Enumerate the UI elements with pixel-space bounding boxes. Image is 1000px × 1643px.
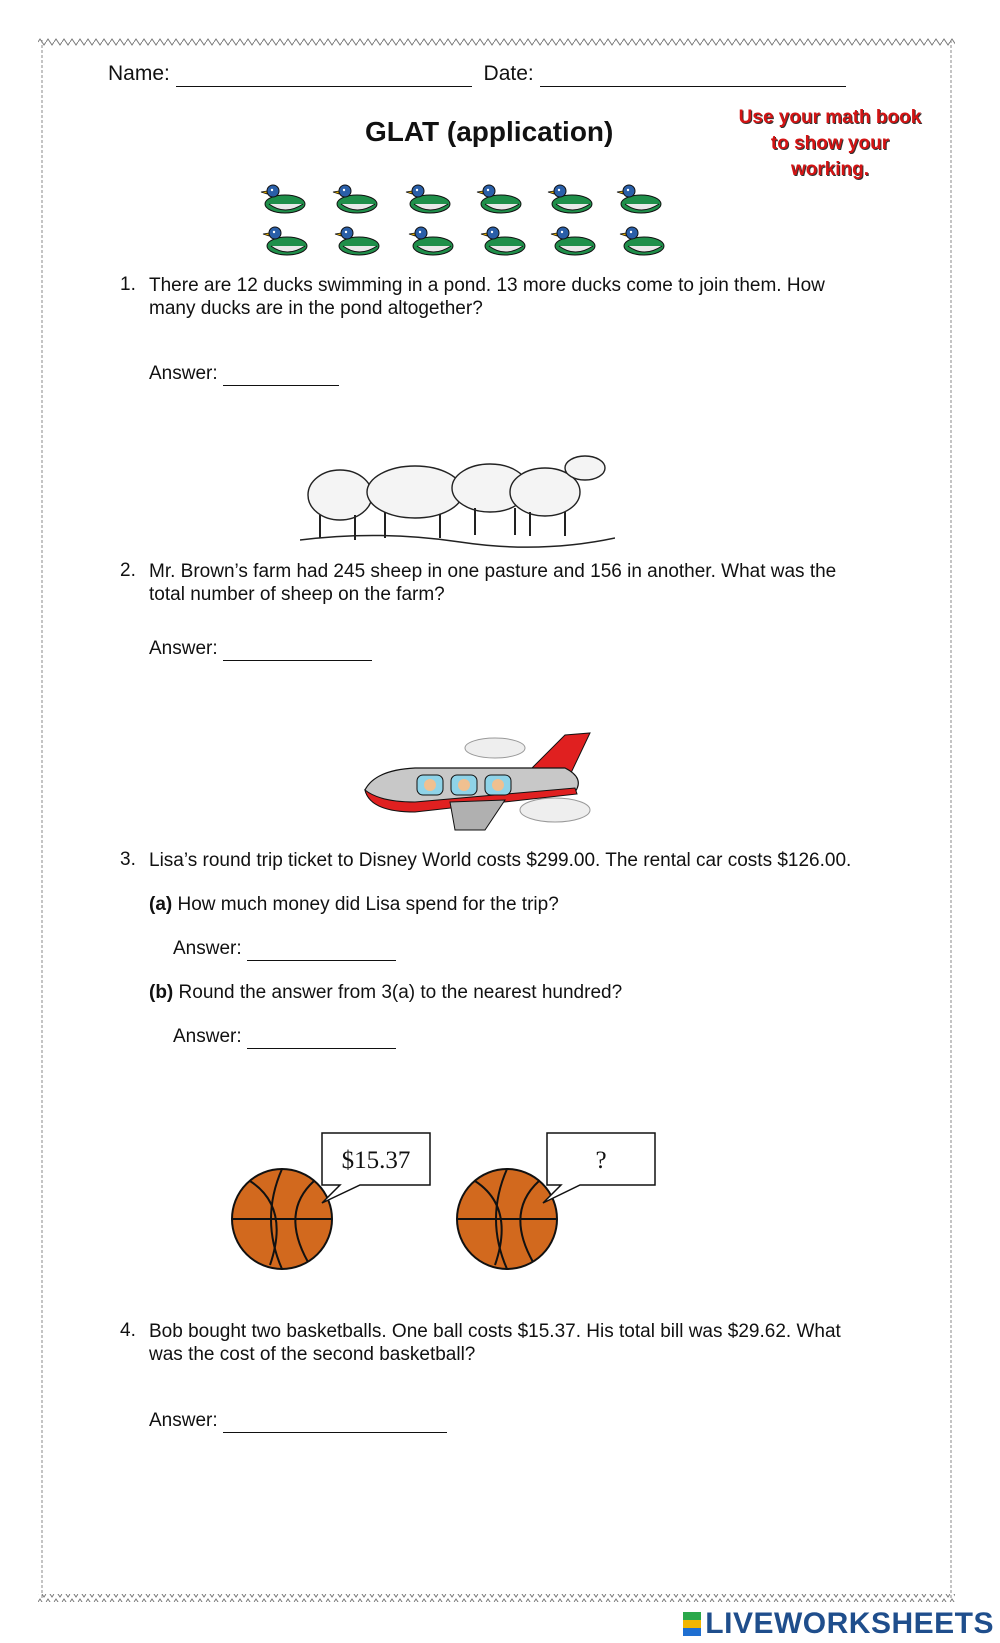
sheep-icon — [367, 466, 463, 518]
duck-icon — [548, 185, 592, 213]
duck-icon — [551, 227, 595, 255]
name-label: Name: — [108, 62, 170, 85]
question-3a-row — [149, 893, 559, 916]
price-bubble-2: ? — [595, 1147, 607, 1174]
duck-icon — [477, 185, 521, 213]
question-4-answer-input[interactable] — [223, 1410, 447, 1433]
question-1-number: 1. — [120, 274, 136, 295]
duck-icon — [406, 185, 450, 213]
question-1-line-1: There are 12 ducks swimming in a pond. 13 more ducks come to join them. How — [149, 275, 825, 296]
question-3b-answer-input[interactable] — [247, 1026, 396, 1049]
question-3a-answer-row — [173, 937, 396, 961]
question-3a-answer-input[interactable] — [247, 938, 396, 961]
part-a-text: How much money did Lisa spend for the trip? — [177, 894, 559, 915]
question-4-line-2: was the cost of the second basketball? — [149, 1344, 476, 1365]
answer-label: Answer: — [173, 1026, 242, 1047]
answer-label: Answer: — [149, 363, 218, 384]
date-input[interactable] — [540, 64, 846, 87]
logo-text: LIVEWORKSHEETS — [705, 1607, 994, 1640]
duck-icon — [620, 227, 664, 255]
duck-icon — [481, 227, 525, 255]
duck-icon — [335, 227, 379, 255]
question-1-line-2: many ducks are in the pond altogether? — [149, 298, 483, 319]
page-title: GLAT (application) — [365, 116, 614, 147]
duck-icon — [617, 185, 661, 213]
sheep-icon — [308, 470, 372, 520]
basketballs-illustration — [225, 1115, 665, 1275]
question-2-answer-row — [149, 637, 372, 661]
duck-icon — [409, 227, 453, 255]
question-3b-answer-row — [173, 1025, 396, 1049]
date-label: Date: — [483, 62, 534, 85]
basketball-icon — [232, 1169, 332, 1269]
duck-icon — [263, 227, 307, 255]
duck-icon — [261, 185, 305, 213]
name-row — [108, 62, 846, 87]
question-1-answer-row — [149, 362, 339, 386]
answer-label: Answer: — [173, 938, 242, 959]
answer-label: Answer: — [149, 1410, 218, 1431]
question-3-line-1: Lisa’s round trip ticket to Disney World costs $299.00. The rental car costs $126.00. — [149, 850, 852, 871]
price-bubble-1: $15.37 — [341, 1147, 411, 1174]
question-4-answer-row — [149, 1409, 447, 1433]
basketball-icon — [457, 1169, 557, 1269]
sheep-icon — [565, 456, 605, 480]
part-b-label: (b) — [149, 982, 174, 1003]
airplane-illustration — [355, 730, 600, 835]
answer-label: Answer: — [149, 638, 218, 659]
question-1-answer-input[interactable] — [223, 363, 339, 386]
liveworksheets-logo[interactable] — [683, 1607, 994, 1641]
question-3b-row — [149, 981, 622, 1004]
question-4-number: 4. — [120, 1320, 136, 1341]
name-input[interactable] — [176, 64, 472, 87]
part-a-label: (a) — [149, 894, 173, 915]
question-2-line-2: total number of sheep on the farm? — [149, 584, 445, 605]
question-4-line-1: Bob bought two basketballs. One ball costs $15.37. His total bill was $29.62. What — [149, 1321, 841, 1342]
instruction-note: Use your math book to show your working. — [738, 107, 922, 180]
question-2-line-1: Mr. Brown’s farm had 245 sheep in one pasture and 156 in another. What was the — [149, 561, 837, 582]
duck-icon — [333, 185, 377, 213]
question-3-number: 3. — [120, 849, 136, 870]
ducks-illustration — [255, 180, 695, 262]
sheep-illustration — [300, 450, 615, 550]
logo-mark-icon — [683, 1612, 701, 1636]
question-2-answer-input[interactable] — [223, 638, 372, 661]
part-b-text: Round the answer from 3(a) to the nearest hundred? — [178, 982, 623, 1003]
question-2-number: 2. — [120, 560, 136, 581]
